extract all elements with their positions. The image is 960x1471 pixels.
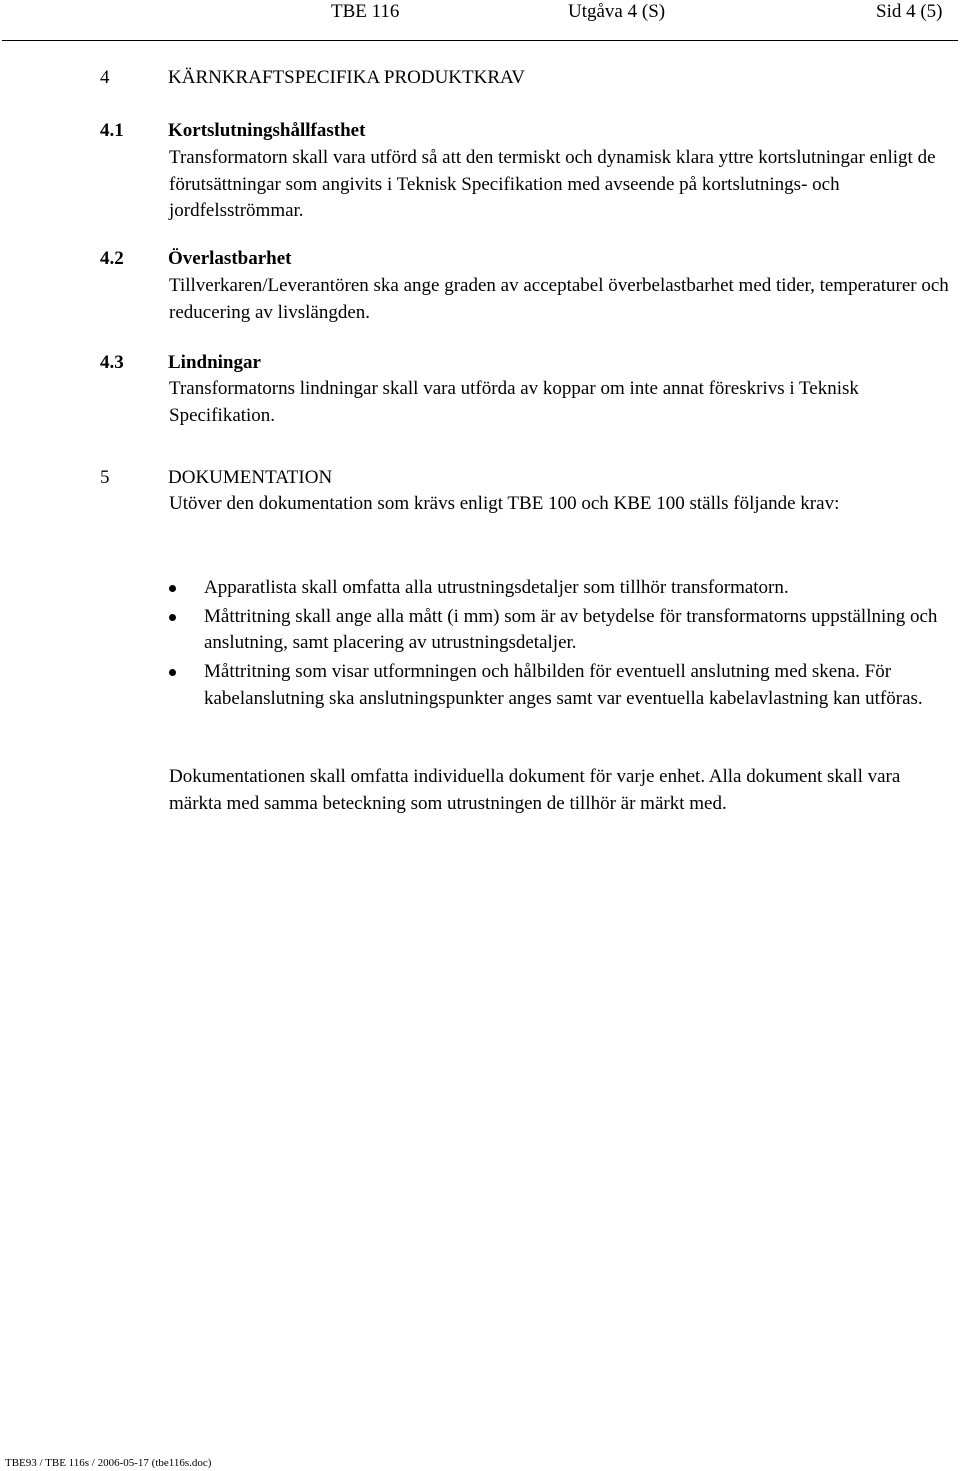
list-item-text: Apparatlista skall omfatta alla utrustningsdetaljer som tillhör transformatorn. xyxy=(204,577,789,598)
section-4-3-number: 4.3 xyxy=(100,352,124,373)
header-document-id: TBE 116 xyxy=(331,1,400,22)
list-item-text: Måttritning som visar utformningen och hålbilden för eventuell anslutning med skena. För kabelanslutning ska anslutningspunkter anges samt var eventuella kabelavlastning kan utföras. xyxy=(204,661,923,709)
section-5-number: 5 xyxy=(100,467,110,488)
section-4-2-heading xyxy=(100,247,291,271)
header-divider xyxy=(2,40,958,41)
list-item xyxy=(169,659,959,712)
section-4-heading xyxy=(100,66,525,90)
section-4-number: 4 xyxy=(100,67,110,88)
document-footer: TBE93 / TBE 116s / 2006-05-17 (tbe116s.doc) xyxy=(5,1457,212,1469)
list-item-text: Måttritning skall ange alla mått (i mm) som är av betydelse för transformatorns uppställning och anslutning, samt placering av utrustningsdetaljer. xyxy=(204,605,938,654)
section-4-1-heading xyxy=(100,119,365,143)
section-4-1-text: Transformatorn skall vara utförd så att den termiskt och dynamisk klara yttre kortslutningar enligt de förutsättningar som angivits i Teknisk Specifikation med avseende på kortslutnings- och jordfelsströmmar. xyxy=(169,147,936,222)
documentation-requirements-list xyxy=(169,575,959,715)
section-4-2-text: Tillverkaren/Leverantören ska ange graden av acceptabel överbelastbarhet med tider, temperaturer och reducering av livslängden. xyxy=(169,275,949,323)
section-5-closing-text: Dokumentationen skall omfatta individuella dokument för varje enhet. Alla dokument skall vara märkta med samma beteckning som utrustningen de tillhör är märkt med. xyxy=(169,766,901,814)
section-5-heading xyxy=(100,466,332,490)
section-5-title: DOKUMENTATION xyxy=(168,467,333,488)
header-edition: Utgåva 4 (S) xyxy=(568,1,666,22)
bullet-icon xyxy=(169,614,176,621)
bullet-icon xyxy=(169,669,176,676)
section-4-1-title: Kortslutningshållfasthet xyxy=(168,120,366,141)
section-4-3-title: Lindningar xyxy=(168,352,261,373)
bullet-icon xyxy=(169,585,176,592)
section-4-2-number: 4.2 xyxy=(100,248,124,269)
section-4-title: KÄRNKRAFTSPECIFIKA PRODUKTKRAV xyxy=(168,67,526,88)
list-item xyxy=(169,604,959,657)
section-4-2-title: Överlastbarhet xyxy=(168,248,292,269)
section-4-3-heading xyxy=(100,351,261,375)
header-page-number: Sid 4 (5) xyxy=(876,1,943,22)
section-4-3-text: Transformatorns lindningar skall vara utförda av koppar om inte annat föreskrivs i Teknisk Specifikation. xyxy=(169,378,859,426)
section-5-intro: Utöver den dokumentation som krävs enligt TBE 100 och KBE 100 ställs följande krav: xyxy=(169,493,840,514)
list-item xyxy=(169,575,959,602)
section-4-1-number: 4.1 xyxy=(100,120,124,141)
